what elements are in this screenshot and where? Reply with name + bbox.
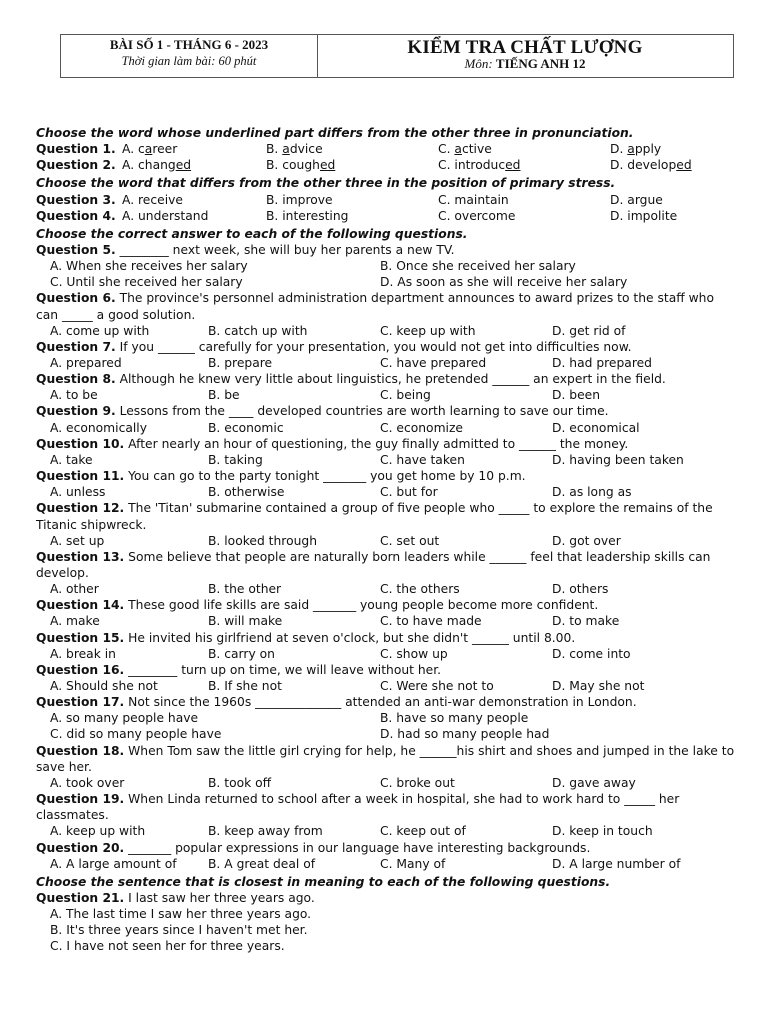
answer-option: B. carry on (208, 646, 275, 661)
answer-row (36, 581, 736, 597)
answer-row (36, 856, 736, 872)
question-stem: After nearly an hour of questioning, the guy finally admitted to ______ the money. (124, 436, 629, 451)
answer-option: C. overcome (438, 208, 516, 223)
answer-row (36, 726, 736, 742)
answer-option: D. impolite (610, 208, 678, 223)
answer-option: B. looked through (208, 533, 317, 548)
question-stem: I last saw her three years ago. (124, 890, 315, 905)
section-instruction: Choose the correct answer to each of the following questions. (36, 226, 468, 241)
question-18 (36, 743, 736, 775)
answer-option: B. Once she received her salary (380, 259, 576, 274)
answer-row (36, 387, 736, 403)
question-5 (36, 242, 736, 258)
underlined-part: ed (175, 158, 192, 173)
question-stem: If you ______ carefully for your presentation, you would not get into difficulties now. (115, 339, 632, 354)
answer-option: D. keep in touch (552, 824, 653, 839)
underlined-part: a (454, 142, 462, 157)
answer-option: A. take (50, 452, 93, 467)
answer-row (36, 646, 736, 662)
question-stem: Although he knew very little about linguistics, he pretended ______ an expert in the field. (115, 372, 666, 387)
question-number: Question 11. (36, 469, 125, 484)
answer-option: C. Until she received her salary (50, 275, 243, 290)
exam-number: BÀI SỐ 1 - THÁNG 6 - 2023 (109, 37, 269, 52)
answer-option: A. unless (50, 485, 106, 500)
answer-option: A. to be (50, 388, 98, 403)
question-21 (36, 890, 736, 906)
question-12 (36, 500, 736, 532)
answer-option: D. argue (610, 192, 663, 207)
question-stem: _______ popular expressions in our language have interesting backgrounds. (124, 840, 591, 855)
question-stem: The province's personnel administration department announces to award prizes to the staff who can _____ a good solution. (36, 291, 714, 322)
section-instruction: Choose the sentence that is closest in meaning to each of the following questions. (36, 874, 611, 889)
answer-row (36, 452, 736, 468)
answer-option: C. maintain (438, 192, 509, 207)
question-stem: Lessons from the ____ developed countries are worth learning to save our time. (115, 404, 609, 419)
answer-row (36, 533, 736, 549)
answer-option: B. the other (208, 582, 282, 597)
exam-time: Thời gian làm bài: 60 phút (121, 54, 257, 68)
answer-option: A. break in (50, 646, 116, 661)
answer-option: C. the others (380, 582, 460, 597)
section-instruction: Choose the word whose underlined part differs from the other three in pronunciation. (36, 126, 634, 140)
exam-title: KIỂM TRA CHẤT LƯỢNG (407, 37, 643, 58)
answer-option: B. improve (266, 192, 333, 207)
answer-option: D. gave away (552, 775, 636, 790)
question-stem: You can go to the party tonight _______ you get home by 10 p.m. (124, 469, 526, 484)
answer-option: D. had prepared (552, 356, 652, 371)
question-number: Question 16. (36, 662, 125, 677)
question-11 (36, 468, 736, 484)
question-stem: Some believe that people are naturally born leaders while ______ feel that leadership skills can develop. (36, 549, 711, 580)
question-number: Question 3. (36, 192, 116, 207)
answer-row (36, 484, 736, 500)
underlined-part: a (627, 142, 635, 157)
question-14 (36, 597, 736, 613)
answer-option: D. apply (610, 142, 662, 157)
question-15 (36, 630, 736, 646)
question-9 (36, 403, 736, 419)
answer-row (36, 323, 736, 339)
answer-option: B. A great deal of (208, 856, 316, 871)
question-number: Question 15. (36, 630, 125, 645)
answer-option: C. but for (380, 485, 438, 500)
answer-option: C. active (438, 142, 492, 157)
exam-content (36, 125, 736, 955)
underlined-part: a (282, 142, 290, 157)
answer-option: D. get rid of (552, 323, 626, 338)
answer-option: B. will make (208, 614, 283, 629)
answer-option: D. got over (552, 533, 621, 548)
answer-option: C. to have made (380, 614, 482, 629)
answer-option: C. Were she not to (380, 679, 494, 694)
question-19 (36, 791, 736, 823)
answer-option: B. took off (208, 775, 272, 790)
question-number: Question 12. (36, 501, 125, 516)
answer-option: B. catch up with (208, 323, 308, 338)
answer-option: B. economic (208, 420, 284, 435)
answer-option: D. As soon as she will receive her salary (380, 275, 628, 290)
question-4 (36, 208, 736, 224)
underlined-part: a (144, 142, 153, 157)
question-number: Question 17. (36, 695, 125, 710)
question-number: Question 6. (36, 291, 116, 306)
question-stem: The 'Titan' submarine contained a group of five people who _____ to explore the remains of the Titanic shipwreck. (36, 501, 713, 532)
underlined-part: ed (676, 158, 692, 173)
answer-option: B. advice (266, 142, 323, 157)
answer-option: B. have so many people (380, 711, 529, 726)
answer-option: A. When she receives her salary (50, 259, 248, 274)
answer-option: A. A large amount of (50, 856, 177, 871)
answer-option: D. others (552, 582, 609, 597)
question-stem: He invited his girlfriend at seven o'clock, but she didn't ______ until 8.00. (124, 630, 576, 645)
answer-option: A. career (122, 142, 178, 157)
question-7 (36, 339, 736, 355)
question-number: Question 19. (36, 792, 125, 807)
question-number: Question 9. (36, 404, 116, 419)
subject-name: TIẾNG ANH 12 (495, 56, 586, 71)
question-16 (36, 662, 736, 678)
answer-row (36, 258, 736, 274)
answer-option: A. understand (122, 208, 209, 223)
question-3 (36, 192, 736, 208)
answer-option: B. If she not (208, 679, 282, 694)
answer-option: D. having been taken (552, 452, 684, 467)
answer-option: A. set up (50, 533, 105, 548)
answer-option: A. so many people have (50, 711, 199, 726)
answer-option: A. receive (122, 192, 183, 207)
answer-option: D. May she not (552, 679, 645, 694)
answer-option: D. to make (552, 614, 620, 629)
answer-option: C. I have not seen her for three years. (50, 939, 285, 954)
question-13 (36, 549, 736, 581)
answer-option: B. keep away from (208, 824, 323, 839)
answer-option: A. come up with (50, 323, 150, 338)
answer-option: C. did so many people have (50, 727, 222, 742)
answer-option: D. been (552, 388, 601, 403)
question-stem: Not since the 1960s ______________ attended an anti-war demonstration in London. (124, 695, 637, 710)
answer-option: C. keep out of (380, 824, 466, 839)
question-stem: These good life skills are said _______ young people become more confident. (124, 598, 599, 613)
answer-option: C. Many of (380, 856, 446, 871)
answer-option: C. broke out (380, 775, 455, 790)
answer-option: B. coughed (266, 158, 336, 173)
answer-option: A. Should she not (50, 679, 158, 694)
answer-option: A. keep up with (50, 824, 146, 839)
question-number: Question 21. (36, 890, 125, 905)
question-number: Question 14. (36, 598, 125, 613)
question-8 (36, 371, 736, 387)
answer-row (36, 823, 736, 839)
answer-option: C. set out (380, 533, 440, 548)
answer-row (36, 710, 736, 726)
answer-option: D. had so many people had (380, 727, 550, 742)
question-stem: When Linda returned to school after a week in hospital, she had to work hard to _____ her classmates. (36, 792, 680, 823)
answer-option: B. It's three years since I haven't met her. (50, 923, 308, 938)
answer-option: D. A large number of (552, 856, 681, 871)
question-number: Question 4. (36, 208, 116, 223)
section-instruction: Choose the word that differs from the other three in the position of primary stress. (36, 176, 616, 191)
answer-option: A. economically (50, 420, 147, 435)
answer-option: A. other (50, 582, 99, 597)
question-10 (36, 436, 736, 452)
question-number: Question 5. (36, 242, 116, 257)
exam-info-box (61, 35, 318, 77)
answer-option: A. prepared (50, 356, 122, 371)
answer-row (36, 678, 736, 694)
answer-option: B. interesting (266, 208, 349, 223)
question-stem: When Tom saw the little girl crying for help, he ______his shirt and shoes and jumped in the lake to save her. (36, 743, 735, 774)
question-stem: ________ turn up on time, we will leave without her. (124, 662, 442, 677)
answer-option: B. be (208, 388, 240, 403)
answer-option: B. otherwise (208, 485, 285, 500)
question-number: Question 1. (36, 142, 116, 157)
answer-option: B. taking (208, 452, 263, 467)
answer-option: D. economical (552, 420, 640, 435)
question-2 (36, 157, 736, 173)
question-number: Question 8. (36, 372, 116, 387)
underlined-part: ed (505, 158, 521, 173)
answer-option: D. come into (552, 646, 631, 661)
answer-option: C. introduced (438, 158, 521, 173)
subject-label: Môn: (464, 56, 493, 71)
answer-option: B. prepare (208, 356, 273, 371)
question-6 (36, 290, 736, 322)
answer-option: C. have prepared (380, 356, 487, 371)
exam-subject (317, 56, 733, 72)
answer-option: A. changed (122, 158, 192, 173)
answer-option: C. have taken (380, 452, 465, 467)
answer-option: C. show up (380, 646, 448, 661)
exam-header (60, 34, 734, 78)
answer-option: D. developed (610, 158, 692, 173)
answer-option: A. make (50, 614, 100, 629)
underlined-part: ed (319, 158, 336, 173)
answer-row (36, 355, 736, 371)
question-1 (36, 141, 736, 157)
answer-option: C. economize (380, 420, 463, 435)
question-17 (36, 694, 736, 710)
answer-option: A. took over (50, 775, 125, 790)
answer-option: A. The last time I saw her three years ago. (50, 907, 312, 922)
question-number: Question 10. (36, 436, 125, 451)
answer-row (36, 420, 736, 436)
answer-row (36, 274, 736, 290)
answer-row (36, 775, 736, 791)
answer-row (36, 613, 736, 629)
question-stem: ________ next week, she will buy her parents a new TV. (115, 242, 455, 257)
question-20 (36, 840, 736, 856)
question-number: Question 2. (36, 158, 116, 173)
question-number: Question 7. (36, 339, 116, 354)
question-number: Question 13. (36, 549, 125, 564)
answer-option: C. being (380, 388, 431, 403)
answer-option: D. as long as (552, 485, 632, 500)
exam-title-box (317, 35, 733, 77)
question-number: Question 18. (36, 743, 125, 758)
answer-option: C. keep up with (380, 323, 476, 338)
question-number: Question 20. (36, 840, 125, 855)
